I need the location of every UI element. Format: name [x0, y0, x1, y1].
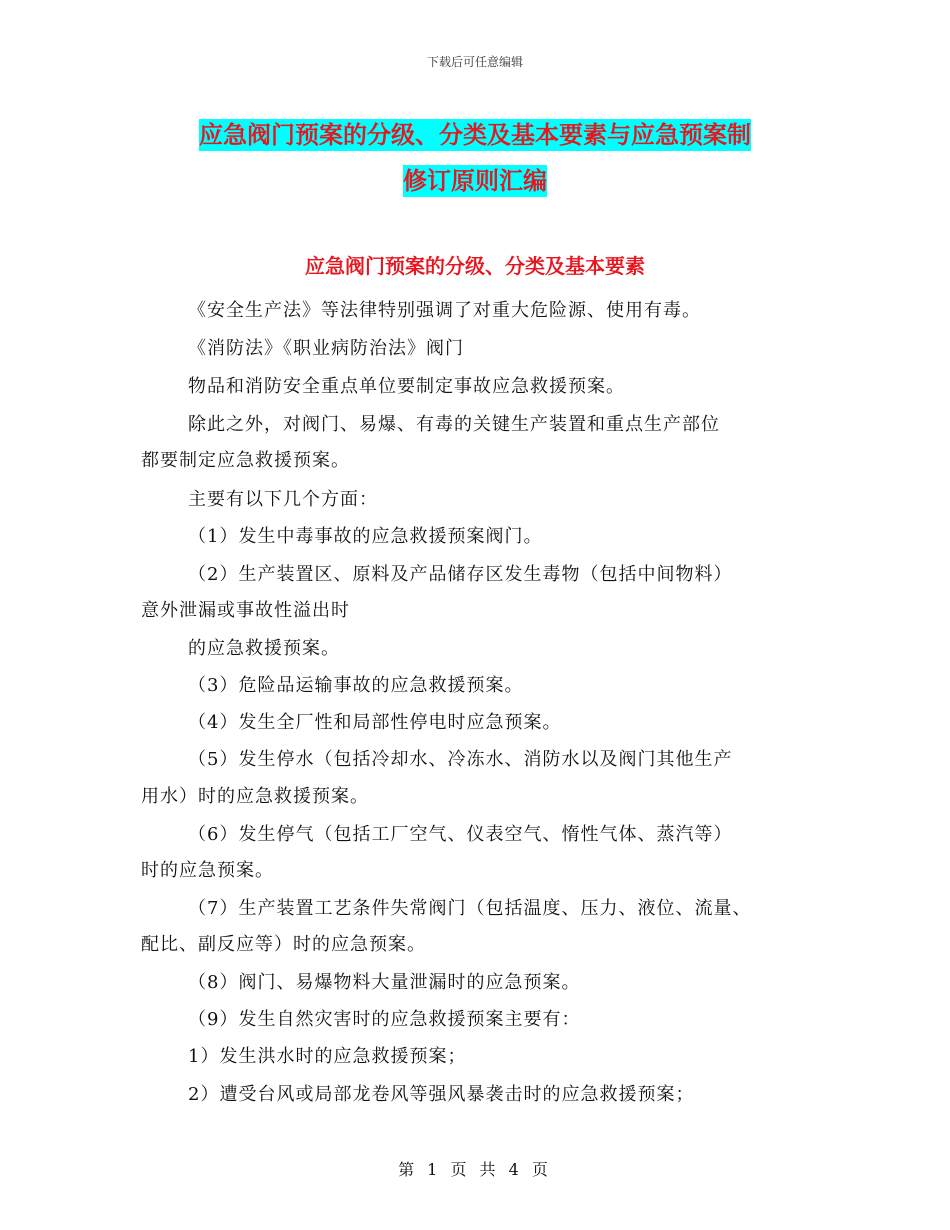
body-line: 主要有以下几个方面： [188, 489, 378, 510]
page-header-note: 下载后可任意编辑 [426, 55, 523, 69]
list-item: （4）发生全厂性和局部性停电时应急预案。 [188, 712, 562, 733]
list-item-continuation: 意外泄漏或事故性溢出时 [141, 600, 350, 621]
list-item: （6）发生停气（包括工厂空气、仪表空气、惰性气体、蒸汽等） [188, 824, 733, 845]
list-item-continuation: 配比、副反应等）时的应急预案。 [141, 934, 426, 955]
list-item-continuation: 用水）时的应急救援预案。 [141, 786, 369, 807]
list-item: （2）生产装置区、原料及产品储存区发生毒物（包括中间物料） [188, 564, 733, 585]
body-line: 物品和消防安全重点单位要制定事故应急救援预案。 [188, 376, 625, 397]
document-title-line-2: 修订原则汇编 [403, 167, 547, 195]
list-item: （7）生产装置工艺条件失常阀门（包括温度、压力、液位、流量、 [188, 898, 752, 919]
body-line: 《安全生产法》等法律特别强调了对重大危险源、使用有毒。 [188, 300, 701, 321]
list-item: （1）发生中毒事故的应急救援预案阀门。 [188, 526, 543, 547]
page-footer: 第 1 页 共 4 页 [398, 1160, 552, 1179]
sub-list-item: 2）遭受台风或局部龙卷风等强风暴袭击时的应急救援预案； [188, 1084, 695, 1105]
sub-list-item: 1）发生洪水时的应急救援预案； [188, 1046, 467, 1067]
section-heading: 应急阀门预案的分级、分类及基本要素 [305, 254, 645, 278]
body-line: 都要制定应急救援预案。 [141, 450, 350, 471]
list-item-continuation: 的应急救援预案。 [188, 638, 340, 659]
list-item-continuation: 时的应急预案。 [141, 860, 274, 881]
list-item: （3）危险品运输事故的应急救援预案。 [188, 675, 524, 696]
body-line: 除此之外，对阀门、易爆、有毒的关键生产装置和重点生产部位 [188, 414, 720, 435]
body-line: 《消防法》《职业病防治法》阀门 [188, 338, 464, 359]
list-item: （8）阀门、易爆物料大量泄漏时的应急预案。 [188, 972, 581, 993]
list-item: （9）发生自然灾害时的应急救援预案主要有： [188, 1009, 581, 1030]
list-item: （5）发生停水（包括冷却水、冷冻水、消防水以及阀门其他生产 [188, 749, 733, 770]
document-title-line-1: 应急阀门预案的分级、分类及基本要素与应急预案制 [199, 121, 751, 149]
